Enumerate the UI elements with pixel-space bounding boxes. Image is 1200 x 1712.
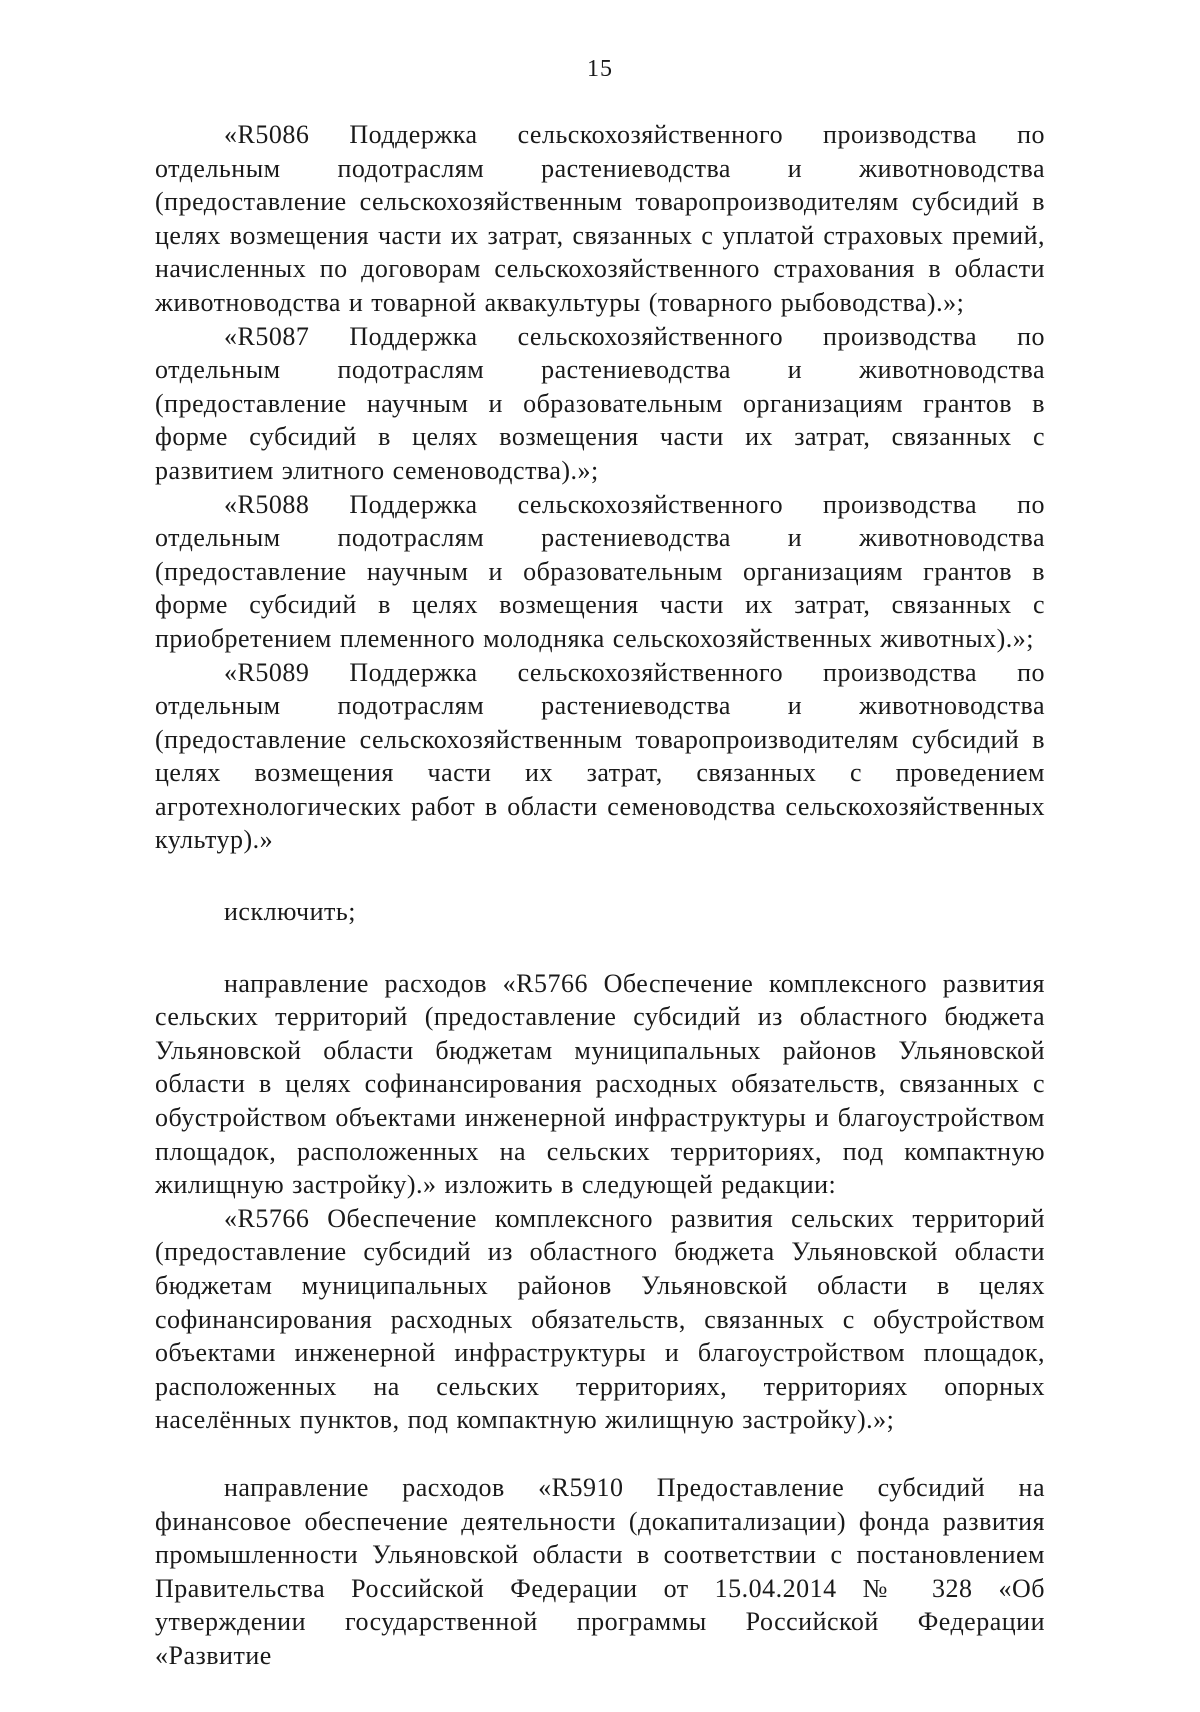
paragraph-r5088: «R5088 Поддержка сельскохозяйственного производства по отдельным подотраслям растениеводства и животноводства (предоставление научным и образовательным организациям грантов в форме субсидий в целях возмещения части их затрат, связанных с приобретением племенного молодняка сельскохозяйственных животных).»;: [155, 489, 1045, 653]
paragraph-r5766-direction: направление расходов «R5766 Обеспечение комплексного развития сельских территорий (предоставление субсидий из областного бюджета Ульяновской области бюджетам муниципальных районов Ульяновской области в целях софинансирования расходных обязательств, связанных с обустройством объектами инженерной инфраструктуры и благоустройством площадок, расположенных на сельских территориях, под компактную жилищную застройку).» изложить в следующей редакции:: [155, 968, 1045, 1200]
paragraph-r5910-direction: направление расходов «R5910 Предоставление субсидий на финансовое обеспечение деятельности (докапитализации) фонда развития промышленности Ульяновской области в соответствии с постановлением Правительства Российской Федерации от 15.04.2014 № 328 «Об утверждении государственной программы Российской Федерации «Развитие: [155, 1472, 1045, 1670]
paragraph-r5766-new-text: «R5766 Обеспечение комплексного развития сельских территорий (предоставление субсидий из областного бюджета Ульяновской области бюджетам муниципальных районов Ульяновской области в целях софинансирования расходных обязательств, связанных с обустройством объектами инженерной инфраструктуры и благоустройством площадок, расположенных на сельских территориях, территориях опорных населённых пунктов, под компактную жилищную застройку).»;: [155, 1203, 1045, 1435]
paragraph-gap: [155, 1437, 1045, 1471]
paragraph-gap: [155, 929, 1045, 967]
paragraph-exclude: исключить;: [224, 897, 356, 927]
paragraph-r5087: «R5087 Поддержка сельскохозяйственного производства по отдельным подотраслям растениеводства и животноводства (предоставление научным и образовательным организациям грантов в форме субсидий в целях возмещения части их затрат, связанных с развитием элитного семеноводства).»;: [155, 321, 1045, 485]
document-body: [155, 118, 1045, 1673]
paragraph-gap: [155, 857, 1045, 895]
paragraph-r5089: «R5089 Поддержка сельскохозяйственного производства по отдельным подотраслям растениеводства и животноводства (предоставление сельскохозяйственным товаропроизводителям субсидий в целях возмещения части их затрат, связанных с проведением агротехнологических работ в области семеноводства сельскохозяйственных культур).»: [155, 657, 1045, 855]
paragraph-r5086: «R5086 Поддержка сельскохозяйственного производства по отдельным подотраслям растениеводства и животноводства (предоставление сельскохозяйственным товаропроизводителям субсидий в целях возмещения части их затрат, связанных с уплатой страховых премий, начисленных по договорам сельскохозяйственного страхования в области животноводства и товарной аквакультуры (товарного рыбоводства).»;: [155, 120, 1045, 317]
page-number: 15: [587, 56, 613, 82]
